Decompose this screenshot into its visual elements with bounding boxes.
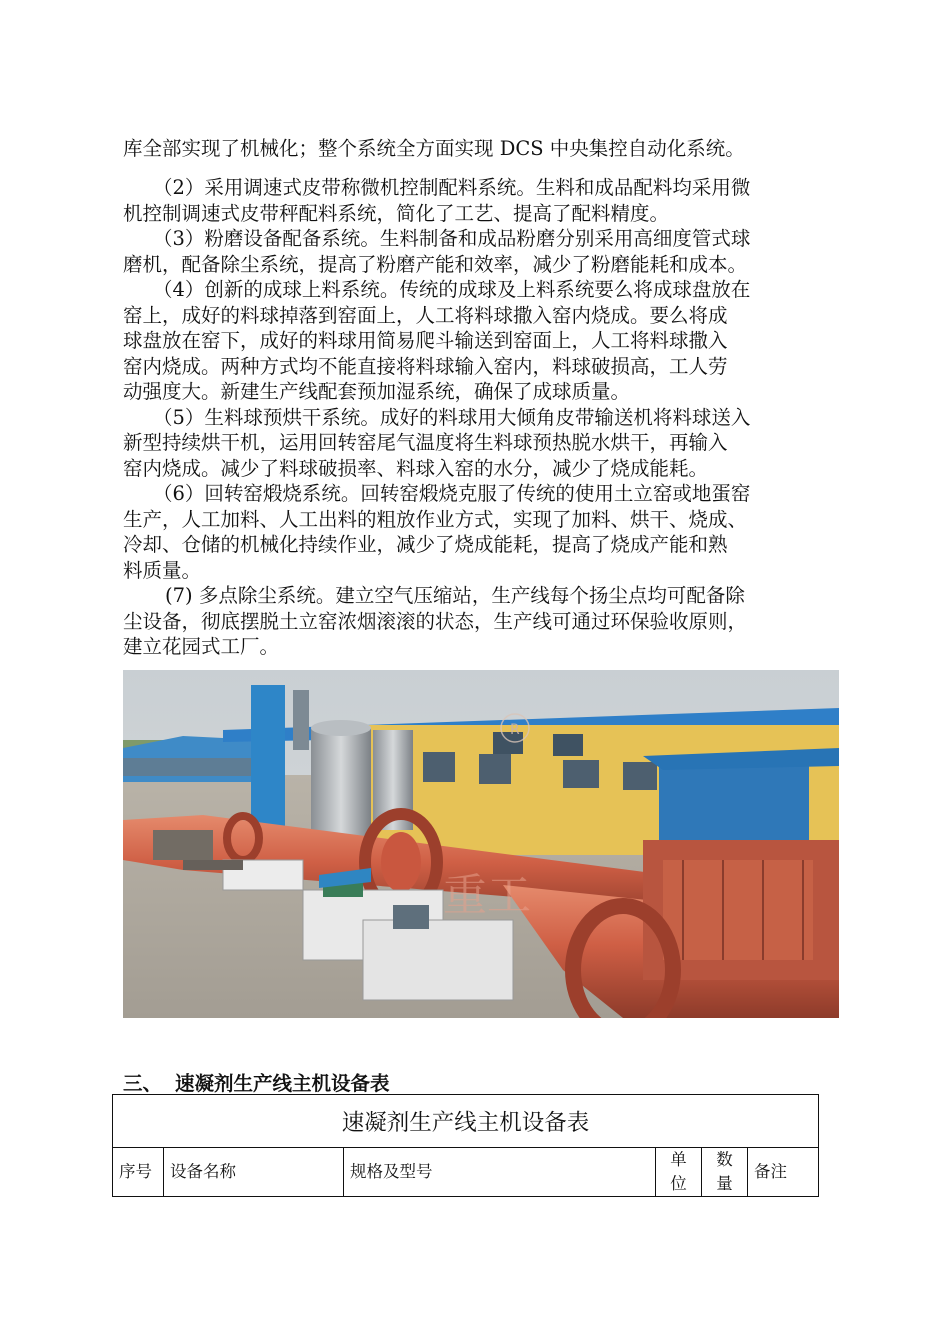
table-caption: 速凝剂生产线主机设备表 xyxy=(113,1095,819,1148)
paragraph-continuation xyxy=(123,136,838,162)
equipment-table xyxy=(112,1094,819,1197)
text-line: 新型持续烘干机，运用回转窑尾气温度将生料球预热脱水烘干，再输入 xyxy=(123,431,728,454)
text-line: 冷却、仓储的机械化持续作业，减少了烧成能耗，提高了烧成产能和熟 xyxy=(123,533,728,556)
photo-watermark-mark: R xyxy=(510,722,520,738)
section-number: 三、 xyxy=(123,1072,163,1095)
text-line: （2）采用调速式皮带称微机控制配料系统。生料和成品配料均采用微 xyxy=(153,176,751,199)
text-line: 动强度大。新建生产线配套预加湿系统，确保了成球质量。 xyxy=(123,380,631,403)
text-line: （4）创新的成球上料系统。传统的成球及上料系统要么将成球盘放在 xyxy=(153,278,751,301)
text-line: 生产，人工加料、人工出料的粗放作业方式，实现了加料、烘干、烧成、 xyxy=(123,507,748,531)
text-line: 球盘放在窑下，成好的料球用简易爬斗输送到窑面上，人工将料球撒入 xyxy=(123,329,728,352)
header-index: 序号 xyxy=(113,1148,164,1197)
rotary-kiln-illustration xyxy=(123,670,839,1018)
section-title: 速凝剂生产线主机设备表 xyxy=(175,1072,390,1095)
text-line: 尘设备，彻底摆脱土立窑浓烟滚滚的状态，生产线可通过环保验收原则， xyxy=(123,609,748,633)
text-line: 窑内烧成。减少了料球破损率、料球入窑的水分，减少了烧成能耗。 xyxy=(123,456,709,480)
header-note: 备注 xyxy=(748,1148,819,1197)
header-spec: 规格及型号 xyxy=(344,1148,656,1197)
text-line: 磨机，配备除尘系统，提高了粉磨产能和效率，减少了粉磨能耗和成本。 xyxy=(123,252,748,276)
text-line: （3）粉磨设备配备系统。生料制备和成品粉磨分别采用高细度管式球 xyxy=(153,227,751,250)
table-header-row xyxy=(113,1148,819,1197)
header-name: 设备名称 xyxy=(164,1148,344,1197)
text-line: (7) 多点除尘系统。建立空气压缩站，生产线每个扬尘点均可配备除 xyxy=(165,584,745,607)
header-unit: 单 位 xyxy=(656,1148,702,1197)
photo-watermark-text: 重工 xyxy=(443,870,531,921)
text-line: 建立花园式工厂。 xyxy=(123,635,280,658)
text-line: 料质量。 xyxy=(123,558,202,582)
section-heading xyxy=(123,1068,390,1096)
rotary-kiln-photo xyxy=(123,670,839,1018)
header-quantity: 数 量 xyxy=(702,1148,748,1197)
text-line: （6）回转窑煅烧系统。回转窑煅烧克服了传统的使用土立窑或地蛋窑 xyxy=(153,482,751,505)
text-line: 窑内烧成。两种方式均不能直接将料球输入窑内，料球破损高，工人劳 xyxy=(123,354,728,378)
text-line: 窑上，成好的料球掉落到窑面上，人工将料球撒入窑内烧成。要么将成 xyxy=(123,303,728,327)
text-line: 库全部实现了机械化；整个系统全方面实现 DCS 中央集控自动化系统。 xyxy=(123,137,745,160)
text-line: 机控制调速式皮带秤配料系统，简化了工艺、提高了配料精度。 xyxy=(123,201,670,225)
paragraph-list xyxy=(123,175,838,660)
table-caption-row xyxy=(113,1095,819,1148)
text-line: （5）生料球预烘干系统。成好的料球用大倾角皮带输送机将料球送入 xyxy=(153,405,751,429)
